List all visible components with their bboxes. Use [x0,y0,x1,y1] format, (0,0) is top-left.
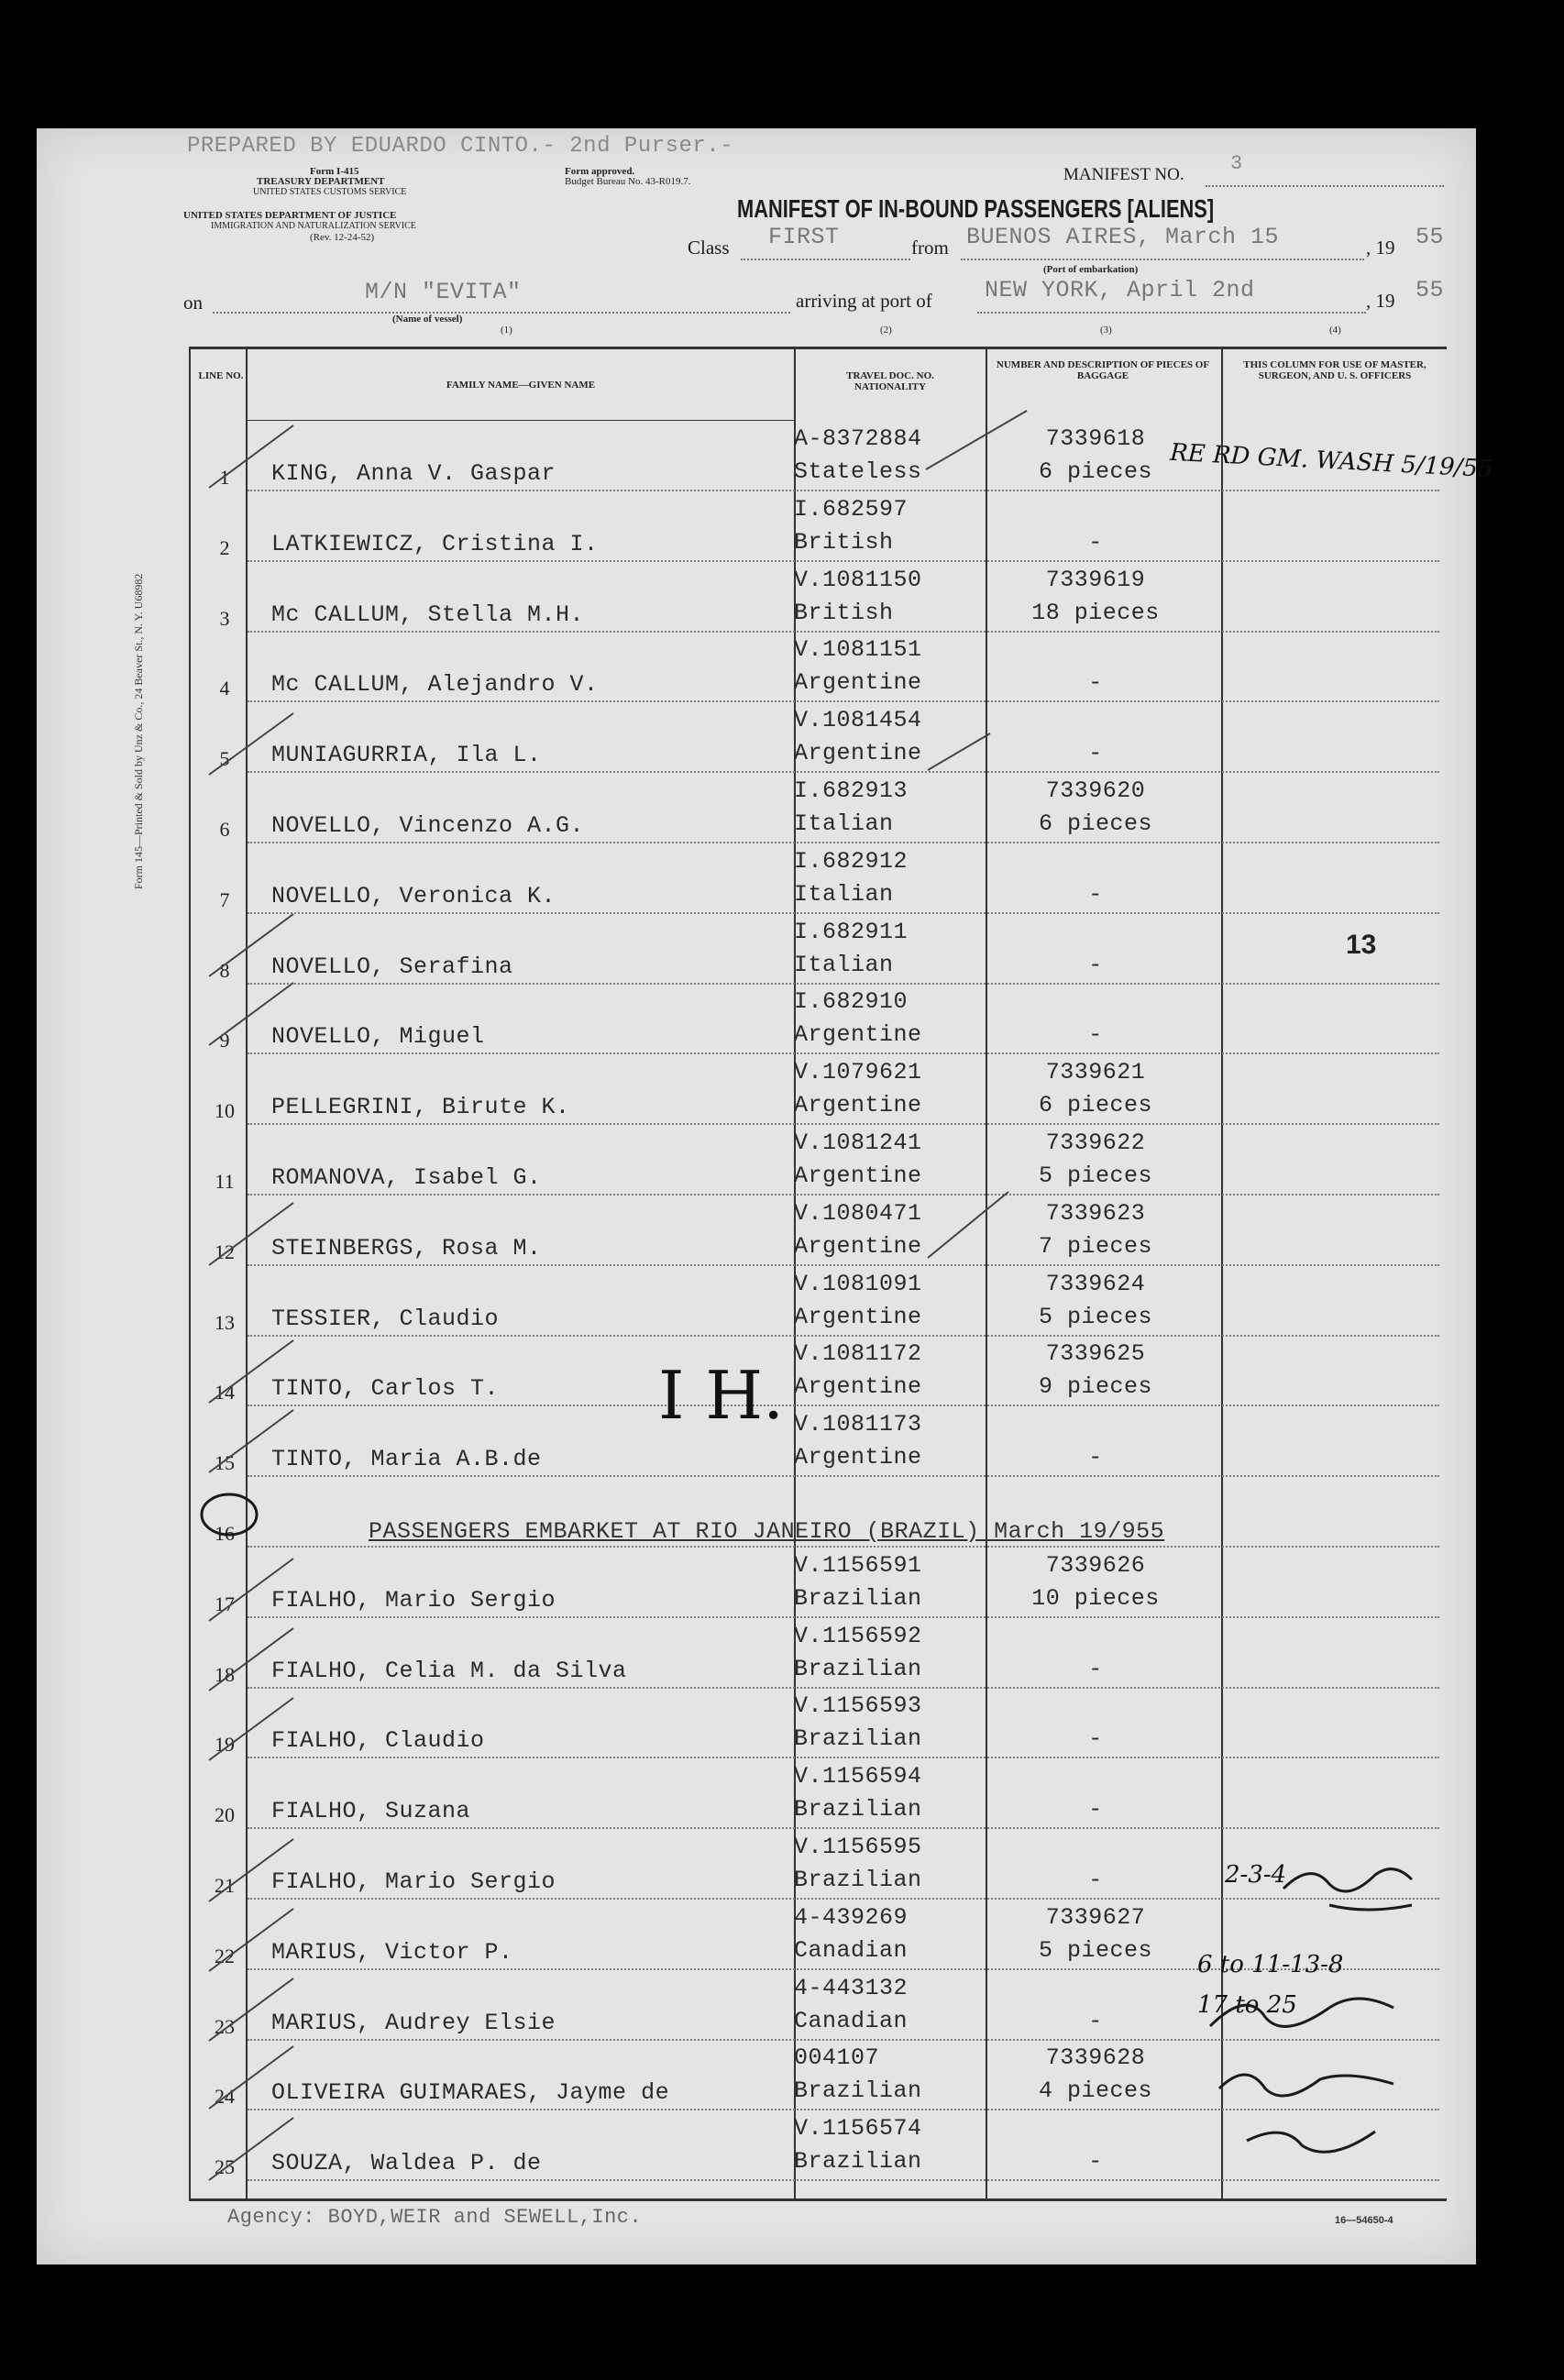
nationality: Canadian [794,2007,909,2034]
arriving-label: arriving at port of [796,290,932,312]
count-13: 13 [1346,930,1377,960]
baggage-description: 5 pieces [1038,1162,1153,1189]
passenger-name: Mc CALLUM, Stella M.H. [271,601,585,628]
travel-doc-number: V.1080471 [794,1199,922,1227]
baggage-number: 7339619 [1045,566,1146,593]
passenger-name: TESSIER, Claudio [271,1305,500,1332]
line-number: 20 [215,1803,235,1827]
passenger-name: TINTO, Maria A.B.de [271,1446,542,1473]
passenger-name: KING, Anna V. Gaspar [271,460,556,487]
travel-doc-number: A-8372884 [794,425,922,452]
col1-number: (1) [501,325,512,336]
revision: (Rev. 12-24-52) [310,232,375,243]
treasury-dept: TREASURY DEPARTMENT [257,176,385,187]
passenger-name: STEINBERGS, Rosa M. [271,1234,542,1262]
rio-section-heading: PASSENGERS EMBARKET AT RIO JANEIRO (BRAZIL) March 19/955 [369,1518,1165,1545]
class-value: FIRST [768,224,840,250]
baggage-description: - [1088,1655,1103,1682]
col-header-line-no: LINE NO. [198,370,244,381]
baggage-number: 7339626 [1045,1551,1146,1579]
travel-doc-number: V.1156574 [794,2115,922,2143]
nationality: Argentine [794,1162,922,1189]
line-number: 16 [215,1522,235,1545]
line-number: 15 [215,1451,235,1475]
travel-doc-number: V.1079621 [794,1059,922,1086]
line-number: 11 [215,1170,235,1193]
vessel-label: (Name of vessel) [392,314,463,325]
nationality: Argentine [794,1373,922,1401]
travel-doc-number: I.682910 [794,988,909,1016]
travel-doc-number: V.1156594 [794,1763,922,1791]
baggage-description: 5 pieces [1038,1303,1153,1330]
ih-mark: I H. [658,1357,785,1434]
passenger-name: OLIVEIRA GUIMARAES, Jayme de [271,2079,670,2107]
travel-doc-number: I.682913 [794,777,909,804]
passenger-name: LATKIEWICZ, Cristina I. [271,530,599,557]
on-label: on [183,292,203,314]
baggage-description: - [1088,669,1103,697]
baggage-description: 5 pieces [1038,1936,1153,1964]
from-label: from [911,237,949,259]
line-number: 14 [215,1381,235,1405]
line-number: 25 [215,2155,235,2179]
customs-service: UNITED STATES CUSTOMS SERVICE [253,187,407,197]
year2-prefix: , 19 [1366,290,1395,312]
baggage-description: - [1088,1021,1103,1049]
passenger-name: Mc CALLUM, Alejandro V. [271,671,599,699]
line-number: 12 [215,1240,235,1263]
vessel-name: M/N "EVITA" [365,279,522,305]
passenger-name: FIALHO, Mario Sergio [271,1586,556,1614]
note-2-3-4: 2-3-4 [1225,1861,1287,1889]
passenger-name: NOVELLO, Vincenzo A.G. [271,812,585,839]
agency-footer: Agency: BOYD,WEIR and SEWELL,Inc. [227,2206,643,2229]
port-embark-label: (Port of embarkation) [1043,264,1139,275]
travel-doc-number: V.1081173 [794,1411,922,1438]
nationality: Italian [794,880,894,908]
travel-doc-number: V.1081172 [794,1340,922,1368]
baggage-description: 6 pieces [1038,458,1153,485]
col-header-baggage: NUMBER AND DESCRIPTION OF PIECES OF BAGGAGE [996,359,1210,381]
line-number: 10 [215,1099,235,1123]
col-header-name: FAMILY NAME—GIVEN NAME [446,380,596,391]
nationality: British [794,599,894,626]
passenger-name: NOVELLO, Serafina [271,953,513,980]
note-6-to-11: 6 to 11-13-8 [1197,1951,1344,1978]
travel-doc-number: I.682912 [794,847,909,875]
travel-doc-number: V.1156591 [794,1551,922,1579]
nationality: Brazilian [794,1796,922,1824]
baggage-description: - [1088,528,1103,556]
baggage-number: 7339620 [1045,777,1146,804]
line-number: 19 [215,1733,235,1757]
travel-doc-number: V.1081454 [794,707,922,734]
passenger-name: FIALHO, Claudio [271,1727,485,1755]
nationality: Canadian [794,1936,909,1964]
passenger-name: MARIUS, Victor P. [271,1938,513,1966]
year1-value: 55 [1415,224,1445,250]
baggage-description: 7 pieces [1038,1232,1153,1260]
nationality: Argentine [794,740,922,767]
nationality: Argentine [794,1303,922,1330]
arriving-value: NEW YORK, April 2nd [985,277,1255,303]
passenger-name: TINTO, Carlos T. [271,1375,500,1403]
passenger-name: MUNIAGURRIA, Ila L. [271,742,542,769]
travel-doc-number: V.1156595 [794,1834,922,1860]
baggage-number: 7339627 [1045,1903,1146,1931]
passenger-name: FIALHO, Celia M. da Silva [271,1657,627,1684]
col3-number: (3) [1100,325,1112,336]
travel-doc-number: V.1156593 [794,1692,922,1720]
manifest-number: 3 [1230,152,1243,175]
line-number: 2 [219,535,230,559]
line-number: 6 [219,818,230,841]
baggage-number: 7339621 [1045,1059,1146,1086]
travel-doc-number: 4-439269 [794,1903,909,1931]
nationality: Brazilian [794,1584,922,1612]
prepared-by: PREPARED BY EDUARDO CINTO.- 2nd Purser.- [187,134,734,159]
line-number: 7 [219,887,230,911]
col-header-doc: TRAVEL DOC. NO. NATIONALITY [846,370,934,392]
travel-doc-number: V.1081151 [794,636,922,664]
line-number: 24 [215,2085,235,2109]
col-header-officers: THIS COLUMN FOR USE OF MASTER, SURGEON, AND U. S. OFFICERS [1243,359,1426,381]
baggage-description: 18 pieces [1031,599,1160,626]
baggage-number: 7339628 [1045,2044,1146,2072]
travel-doc-number: V.1081150 [794,566,922,593]
line-number: 1 [219,466,230,489]
col2-number: (2) [880,325,892,336]
baggage-description: 6 pieces [1038,1092,1153,1119]
passenger-name: NOVELLO, Miguel [271,1023,485,1051]
manifest-title: MANIFEST OF IN-BOUND PASSENGERS [ALIENS] [737,194,1215,223]
baggage-description: - [1088,740,1103,767]
passenger-name: PELLEGRINI, Birute K. [271,1094,570,1121]
nationality: Argentine [794,1232,922,1260]
line-number: 23 [215,2014,235,2038]
line-number: 18 [215,1662,235,1686]
travel-doc-number: I.682597 [794,495,909,523]
baggage-description: - [1088,1444,1103,1471]
travel-doc-number: V.1081091 [794,1270,922,1297]
nationality: Brazilian [794,1867,922,1893]
received-note: RE RD GM. WASH 5/19/55 [1169,438,1494,484]
passenger-name: SOUZA, Waldea P. de [271,2150,542,2177]
nationality: Brazilian [794,1655,922,1682]
note-17-to-25: 17 to 25 [1197,1991,1297,2019]
manifest-label: MANIFEST NO. [1063,165,1184,184]
baggage-number: 7339623 [1045,1199,1146,1227]
line-number: 13 [215,1310,235,1334]
printer-imprint: Form 145—Printed & Sold by Unz & Co., 24 Beaver St., N. Y. U68982 [132,573,145,889]
baggage-description: 9 pieces [1038,1373,1153,1401]
col4-number: (4) [1329,325,1341,336]
baggage-description: - [1088,951,1103,978]
line-number: 22 [215,1944,235,1967]
form-number: Form I-415 [310,166,359,177]
form-code: 16—54650-4 [1335,2215,1393,2226]
line-number: 8 [219,958,230,982]
passenger-name: ROMANOVA, Isabel G. [271,1164,542,1191]
nationality: Argentine [794,1092,922,1119]
nationality: Argentine [794,669,922,697]
class-label: Class [688,237,730,259]
travel-doc-number: V.1081241 [794,1129,922,1156]
nationality: Argentine [794,1444,922,1471]
line-number: 21 [215,1874,235,1897]
baggage-number: 7339625 [1045,1340,1146,1368]
nationality: Italian [794,810,894,837]
year2-value: 55 [1415,277,1445,303]
justice-dept: UNITED STATES DEPARTMENT OF JUSTICE [183,210,397,221]
nationality: Argentine [794,1021,922,1049]
nationality: Brazilian [794,2148,922,2176]
travel-doc-number: I.682911 [794,918,909,945]
form-approved: Form approved. [565,166,635,177]
baggage-description: 4 pieces [1038,2077,1153,2105]
nationality: Brazilian [794,2077,922,2105]
travel-doc-number: 4-443132 [794,1974,909,2001]
line-number: 17 [215,1592,235,1615]
baggage-description: - [1088,880,1103,908]
nationality: British [794,528,894,556]
nationality: Stateless [794,458,922,485]
baggage-number: 7339622 [1045,1129,1146,1156]
line-number: 5 [219,747,230,771]
year1-prefix: , 19 [1366,237,1395,259]
baggage-number: 7339618 [1045,425,1146,452]
passenger-name: FIALHO, Suzana [271,1798,471,1825]
baggage-description: 10 pieces [1031,1584,1160,1612]
baggage-description: - [1088,1725,1103,1753]
travel-doc-number: 004107 [794,2044,880,2072]
ins-service: IMMIGRATION AND NATURALIZATION SERVICE [211,221,416,231]
travel-doc-number: V.1156592 [794,1622,922,1649]
baggage-description: - [1088,1867,1103,1893]
line-number: 9 [219,1029,230,1052]
baggage-number: 7339624 [1045,1270,1146,1297]
baggage-description: - [1088,1796,1103,1824]
baggage-description: - [1088,2007,1103,2034]
budget-bureau: Budget Bureau No. 43-R019.7. [565,176,691,187]
line-number: 3 [219,606,230,630]
passenger-name: NOVELLO, Veronica K. [271,882,556,909]
passenger-name: MARIUS, Audrey Elsie [271,2009,556,2036]
nationality: Brazilian [794,1725,922,1753]
from-value: BUENOS AIRES, March 15 [966,224,1280,250]
line-number: 4 [219,677,230,700]
passenger-name: FIALHO, Mario Sergio [271,1868,556,1895]
baggage-description: 6 pieces [1038,810,1153,837]
nationality: Italian [794,951,894,978]
baggage-description: - [1088,2148,1103,2176]
